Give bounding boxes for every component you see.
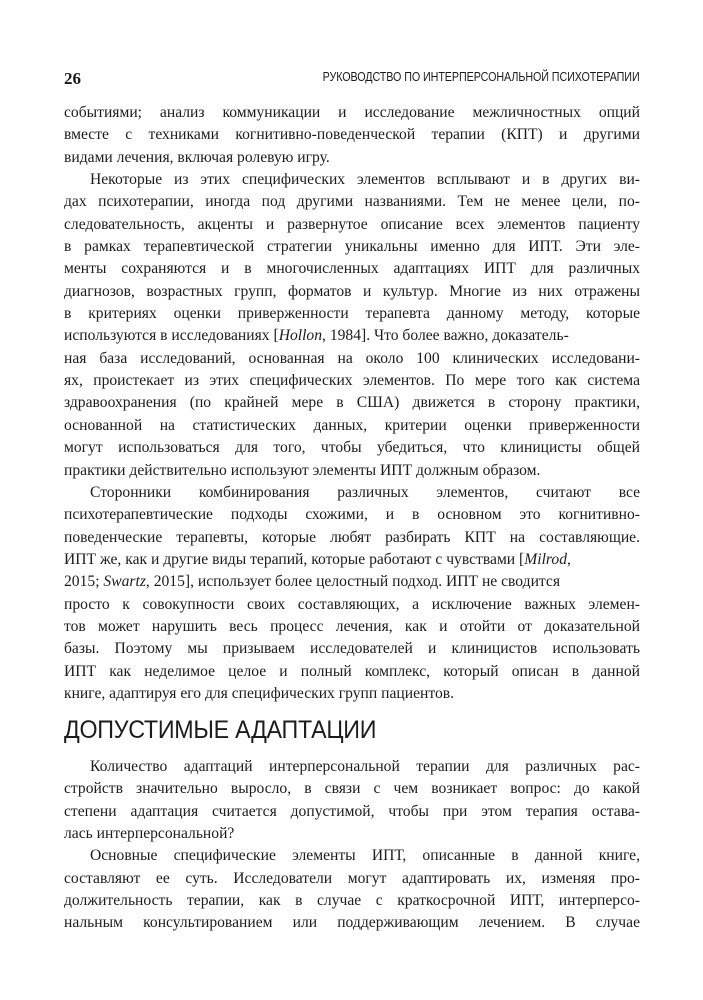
paragraph-start-line: Некоторые из этих специфических элементов всплывают и в других ви- [90,171,640,189]
text-line: поведенческие терапевты, которые любят разбирать КПТ на составляющие. [64,528,640,546]
running-head: РУКОВОДСТВО ПО ИНТЕРПЕРСОНАЛЬНОЙ ПСИХОТЕРАПИИ [323,70,640,84]
text-segment: , 1984]. Что более важно, доказатель- [322,327,569,345]
text-line-with-citation [64,549,640,571]
text-line: дах психотерапии, иногда под другими названиями. Тем не менее цели, по- [64,193,640,211]
text-segment: , 2015], использует более целостный подход. ИПТ не сводится [145,573,561,591]
text-line: видами лечения, включая ролевую игру. [64,148,330,166]
text-line: в рамках терапевтической стратегии уникальны именно для ИПТ. Эти эле- [64,238,640,256]
text-line: составляют ее суть. Исследователи могут адаптировать их, изменяя про- [64,869,640,887]
citation-author: Swartz [103,573,146,591]
text-line: ная база исследований, основанная на около 100 клинических исследовани- [64,349,640,367]
text-line-with-citation [64,571,640,593]
citation-author: Hollon [278,327,323,345]
text-line: менты сохраняются и в многочисленных адаптациях ИПТ для различных [64,260,640,278]
paragraph-start-line: Количество адаптаций интерперсональной терапии для различных рас- [90,758,640,775]
text-line: психотерапевтические подходы схожими, и в основном это когнитивно- [64,506,640,524]
text-line: ях, проистекает из этих специфических элементов. По мере того как система [64,372,640,390]
text-line: книге, адаптируя его для специфических групп пациентов. [64,684,455,702]
text-line-with-citation [64,325,640,347]
text-line: следовательность, акценты и развернутое описание всех элементов пациенту [64,215,640,233]
text-line: могут использоваться для того, чтобы убедиться, что клиницисты общей [64,439,640,457]
text-line: степени адаптация считается допустимой, чтобы при этом терапия остава- [64,802,640,820]
body-text-section-2 [64,756,640,935]
text-segment: ИПТ же, как и другие виды терапий, которые работают с чувствами [ [64,550,525,568]
text-line: нальным консультированием или поддерживающим лечением. В случае [64,914,640,932]
paragraph-start-line: Сторонники комбинирования различных элементов, считают все [90,483,640,501]
page-number: 26 [64,69,81,88]
text-line: стройств значительно выросло, в связи с чем возникает вопрос: до какой [64,780,640,798]
text-line: основанной на статистических данных, критерии оценки приверженности [64,416,640,434]
text-segment: 2015; [64,573,104,591]
text-line: событиями; анализ коммуникации и исследование межличностных опций [64,104,640,121]
text-line: вместе с техниками когнитивно-поведенческой терапии (КПТ) и другими [64,126,640,144]
text-line: практики действительно используют элементы ИПТ должным образом. [64,461,541,479]
section-heading: ДОПУСТИМЫЕ АДАПТАЦИИ [64,716,377,744]
text-line: диагнозов, возрастных групп, форматов и культур. Многие из них отражены [64,282,640,300]
text-segment: используются в исследованиях [ [64,327,279,345]
text-line: в критериях оценки приверженности терапевта данному методу, которые [64,305,640,323]
text-line: лась интерперсональной? [64,825,235,843]
text-line: ИПТ как неделимое целое и полный комплекс, который описан в данной [64,662,640,680]
body-text-section-1 [64,102,640,705]
text-line: просто к совокупности своих составляющих, а исключение важных элемен- [64,595,640,613]
text-line: должительность терапии, как в случае с краткосрочной ИПТ, интерперсо- [64,892,640,910]
paragraph-start-line: Основные специфические элементы ИПТ, описанные в данной книге, [90,847,640,865]
text-line: базы. Поэтому мы призываем исследователей и клиницистов использовать [64,640,640,658]
text-line: здравоохранения (по крайней мере в США) движется в сторону практики, [64,394,640,412]
text-line: тов может нарушить весь процесс лечения, как и отойти от доказательной [64,617,640,635]
citation-author: Milrod [524,550,567,568]
text-segment: , [567,550,571,568]
